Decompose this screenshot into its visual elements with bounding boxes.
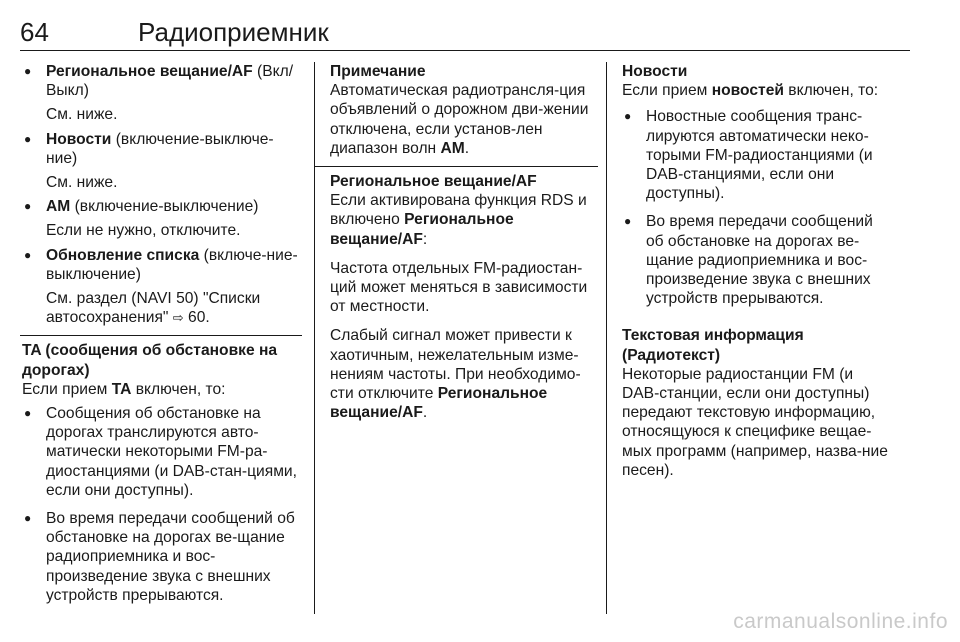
ta-bullet-list [22, 404, 302, 605]
column-1 [22, 62, 302, 605]
page-number: 64 [20, 17, 49, 47]
item-label: AM [46, 198, 71, 216]
item-reference-page[interactable]: 60. [188, 309, 210, 327]
section-title: Радиоприемник [138, 17, 329, 47]
list-item: ● Во время передачи сообщений об обстановке на дорогах ве-щание радиоприемника и вос-произведение звука с внешних устройств прерываются. [22, 509, 302, 605]
header-rule [20, 50, 910, 51]
item-description [22, 289, 302, 327]
column-divider-1 [314, 62, 315, 614]
note-title: Примечание [330, 63, 426, 80]
item-reference-text: См. раздел (NAVI 50) "Списки автосохранения" [46, 290, 261, 327]
regional-heading: Региональное вещание/AF [330, 173, 537, 191]
page-reference-icon: ⇨ [172, 310, 184, 326]
regional-paragraph-2: Частота отдельных FM-радиостан-ций может меняться в зависимости от местности. [330, 259, 588, 316]
regional-paragraph-1 [330, 191, 598, 249]
note-text-end: . [464, 139, 470, 157]
news-intro-text: Если прием [622, 82, 708, 100]
ta-intro-bold: TA [111, 380, 132, 398]
item-label: Новости [46, 130, 112, 148]
watermark: carmanualsonline.info [733, 610, 948, 633]
list-item: ● Новостные сообщения транс-лируются автоматически неко-торыми FM-радиостанциями (и DAB-станциями, если они доступны). [622, 107, 890, 203]
item-label-rest: (включение-выключение) [74, 198, 259, 216]
item-description: См. ниже. [46, 174, 118, 192]
paragraph-text: Слабый сигнал может привести к хаотичным, нежелательным изме-нениям частоты. При необходимо-сти отключите [330, 327, 581, 403]
menu-item-update-list [22, 246, 302, 284]
item-label-rest: (включе-ние-выключение) [46, 246, 298, 283]
column-2 [330, 62, 598, 422]
item-description: Если не нужно, отключите. [46, 222, 241, 240]
paragraph-text: Если активирована функция RDS и включено [330, 192, 587, 229]
news-intro [622, 81, 890, 100]
list-item: ● Сообщения об обстановке на дорогах транслируются авто-матически некоторыми FM-ра-диостанциями (и DAB-стан-циями, если они доступны). [22, 404, 302, 500]
menu-item-am [22, 197, 302, 216]
item-label: Региональное вещание/AF [46, 63, 253, 80]
item-label-rest: (Вкл/Выкл) [46, 63, 294, 100]
ta-intro-text-end: включен, то: [135, 380, 226, 398]
ta-heading: TA (сообщения об обстановке на дорогах) [22, 342, 278, 379]
list-item: ● Во время передачи сообщений об обстановке на дорогах ве-щание радиоприемника и вос-произведение звука с внешних устройств прерываются. [622, 212, 890, 308]
paragraph-bold: Региональное вещание/AF [330, 211, 514, 248]
section-rule [20, 335, 302, 336]
column-3 [622, 62, 890, 480]
menu-item-news [22, 130, 302, 168]
paragraph-bold: Региональное вещание/AF [330, 385, 548, 422]
news-intro-text-end: включен, то: [788, 82, 879, 100]
paragraph-text-end: : [422, 230, 428, 248]
item-description: См. ниже. [46, 106, 118, 124]
column-divider-2 [606, 62, 607, 614]
item-label-rest: (включение-выключе-ние) [46, 130, 274, 167]
radiotext-paragraph: Некоторые радиостанции FM (и DAB-станции, если они доступны) передают текстовую информацию, относящуюся к специфике вещае-мых программ (например, назва-ние песен). [622, 365, 888, 479]
radiotext-heading: Текстовая информация (Радиотекст) [622, 327, 804, 364]
news-bullet-list [622, 107, 890, 308]
ta-intro-text: Если прием [22, 380, 108, 398]
note-text-bold: AM [440, 139, 465, 157]
section-rule [314, 166, 598, 167]
menu-item-regional [22, 62, 302, 100]
item-label: Обновление списка [46, 246, 200, 264]
ta-intro [22, 380, 302, 399]
note-text-main: Автоматическая радиотрансля-ция объявлений о дорожном дви-жении отключена, если установ-лен диапазон волн [330, 82, 589, 157]
news-heading: Новости [622, 63, 688, 80]
page-header [20, 14, 910, 52]
regional-paragraph-3 [330, 326, 598, 422]
paragraph-text-end: . [422, 404, 428, 422]
news-intro-bold: новостей [711, 82, 784, 100]
note-text [330, 81, 598, 158]
